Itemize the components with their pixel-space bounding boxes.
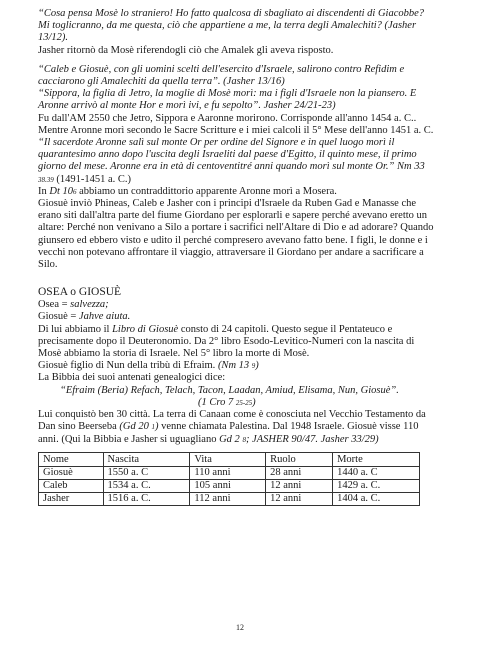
giosue-label: Giosuè = — [38, 311, 77, 323]
table-cell: 105 anni — [190, 479, 266, 492]
table-cell: Caleb — [39, 479, 104, 492]
conquest-ref: (Gd 20 — [119, 421, 149, 433]
header-morte: Morte — [333, 452, 420, 466]
son-ref: (Nm 13 — [217, 360, 250, 372]
giosue-line — [38, 311, 434, 323]
table-cell: Giosuè — [39, 466, 104, 479]
table-cell: 1440 a. C — [333, 466, 420, 479]
section-heading: OSEA o GIOSUÈ — [38, 286, 122, 299]
table-cell: 1429 a. C. — [333, 479, 420, 492]
conquest-b: venne chiamata Palestina. Dal 1948 Israele. Giosuè visse 110 anni. (Qui la Bibbia e Jasher si uguagliano — [38, 421, 419, 445]
giosue-meaning: Jahve aiuta. — [78, 311, 131, 323]
genealogy-ref-end: ) — [252, 396, 256, 408]
table-header-row — [39, 452, 420, 466]
sippora-quote: “Sippora, la figlia di Jetro, la moglie di Mosè morì: ma i figli d'Israele non la piansero. E Aronne arrivò al monte Hor e morì ivi, e fu sepolto”. Jasher 24/21-23) — [38, 88, 417, 112]
genealogy-quote: “Efraim (Beria) Refach, Telach, Tacon, Laadan, Amiud, Elisama, Nun, Giosuè”. — [60, 384, 399, 396]
header-ruolo: Ruolo — [266, 452, 333, 466]
genealogy-intro: La Bibbia dei suoi antenati genealogici dice: — [38, 372, 226, 384]
dt-prefix: In — [38, 185, 47, 197]
death-dates-text: Fu dall'AM 2550 che Jetro, Sippora e Aaronne morirono. Corrisponde all'anno 1454 a. C.. Mentre Aronne morì secondo le Sacre Scritture e i miei calcoli il 5° Mese dell'anno 1451 a. C. — [38, 112, 434, 136]
book-intro — [38, 324, 434, 361]
table-cell: 12 anni — [266, 479, 333, 492]
table-cell: 28 anni — [266, 466, 333, 479]
table-cell: 1404 a. C. — [333, 492, 420, 505]
table-row — [39, 479, 420, 492]
intro-a: Di lui abbiamo il — [38, 323, 110, 335]
genealogy-ref-text: (1 Cro 7 — [198, 396, 234, 408]
page-number: 12 — [236, 623, 244, 632]
osea-label: Osea = — [38, 299, 68, 311]
table-cell: 1516 a. C. — [103, 492, 190, 505]
header-vita: Vita — [190, 452, 266, 466]
conquest-ref-end: ) — [154, 421, 159, 433]
conquest-ref2-end: ; JASHER 90/47. Jasher 33/29) — [245, 433, 379, 445]
conquest-ref2-sup: 8 — [242, 435, 246, 444]
aaron-quote-text: “Il sacerdote Aronne salì sul monte Or per ordine del Signore e in quel luogo morì il quarantesimo anno dopo l'uscita degli Israeliti dal paese d'Egitto, il quinto mese, il primo giorno del mese. Aronne era in età di centoventitré anni quando morì sul monte Or.” Nm 33 — [38, 137, 425, 173]
table-cell: Jasher — [39, 492, 104, 505]
header-nascita: Nascita — [103, 452, 190, 466]
giosue-paragraph: Giosuè inviò Phineas, Caleb e Jasher con i principi d'Israele da Ruben Gad e Manasse che erano siti dall'altra parte del fiume Giordano per esplorarli e sapere perché avevano eretto un altare: Perché non venivano a Silo a portare i sacrifici nell'Altare di Dio e ad adorare? Quando giunsero ed ebbero visto e udito il perché compresero avevano fatto bene. I figli, le donne e i vecchi non potevano affrontare il viaggio, attraversare il Giordano per andare a sacrificare a Silo. — [38, 198, 434, 271]
table-cell: 110 anni — [190, 466, 266, 479]
table-cell: 112 anni — [190, 492, 266, 505]
table-cell: 1550 a. C — [103, 466, 190, 479]
osea-line — [38, 299, 434, 311]
aaron-quote — [38, 137, 434, 186]
table-cell: 12 anni — [266, 492, 333, 505]
conquest-ref2: Gd 2 — [219, 433, 240, 445]
deuteronomy-note — [38, 186, 434, 198]
refidim-quote: “Caleb e Giosuè, con gli uomini scelti dell'esercito d'Israele, salirono contro Refidim e cacciarono gli Amalechiti da quella terra”. (Jasher 13/16) — [38, 63, 405, 88]
aaron-quote-years: (1491-1451 a. C.) — [56, 173, 132, 185]
genealogy-ref — [38, 397, 434, 409]
conquest-paragraph — [38, 409, 434, 446]
chronology-table — [38, 452, 420, 506]
genealogy-ref-sup: 25-25 — [235, 398, 253, 407]
table-cell: 1534 a. C. — [103, 479, 190, 492]
conquest-a: Lui conquistò ben 30 città. La terra di Canaan come è conosciuta nel Vecchio Testamento da Dan sino Beerseba — [38, 409, 426, 433]
intro-b: consto di 24 capitoli. Questo segue il Pentateuco e precisamente dopo il Deuteronomio. Da 2° libro Esodo-Levitico-Numeri con la nascita di Mosè abbiamo la storia di Israele. Nel 5° libro la morte di Mosè. — [38, 323, 415, 360]
jasher-return-text: Jasher ritornò da Mosè riferendogli ciò che Amalek gli aveva risposto. — [38, 44, 334, 56]
son-of-nun-line — [38, 360, 434, 372]
header-nome: Nome — [39, 452, 104, 466]
table-row — [39, 492, 420, 505]
table-row — [39, 466, 420, 479]
amalek-quote: “Cosa pensa Mosè lo straniero! Ho fatto qualcosa di sbagliato ai discendenti di Giacobbe? Mi toglicranno, da me questa, ciò che appartiene a me, la terra degli Amalechiti? (Jasher 13/12). — [38, 8, 425, 44]
son-ref-sup: 9 — [251, 362, 256, 371]
dt-ref: Dt 10 — [49, 185, 73, 197]
son-ref-end: ) — [255, 360, 259, 372]
dt-ref-sup: 6 — [73, 187, 77, 196]
conquest-ref-sup: 1 — [151, 423, 155, 432]
aaron-quote-ref: 38.39 — [38, 175, 54, 184]
dt-text: abbiamo un contraddittorio apparente Aronne morì a Mosera. — [79, 185, 337, 197]
intro-book-title: Libro di Giosuè — [112, 323, 179, 335]
osea-meaning: salvezza; — [70, 299, 109, 311]
son-text: Giosuè figlio di Nun della tribù di Efraim. — [38, 360, 216, 372]
